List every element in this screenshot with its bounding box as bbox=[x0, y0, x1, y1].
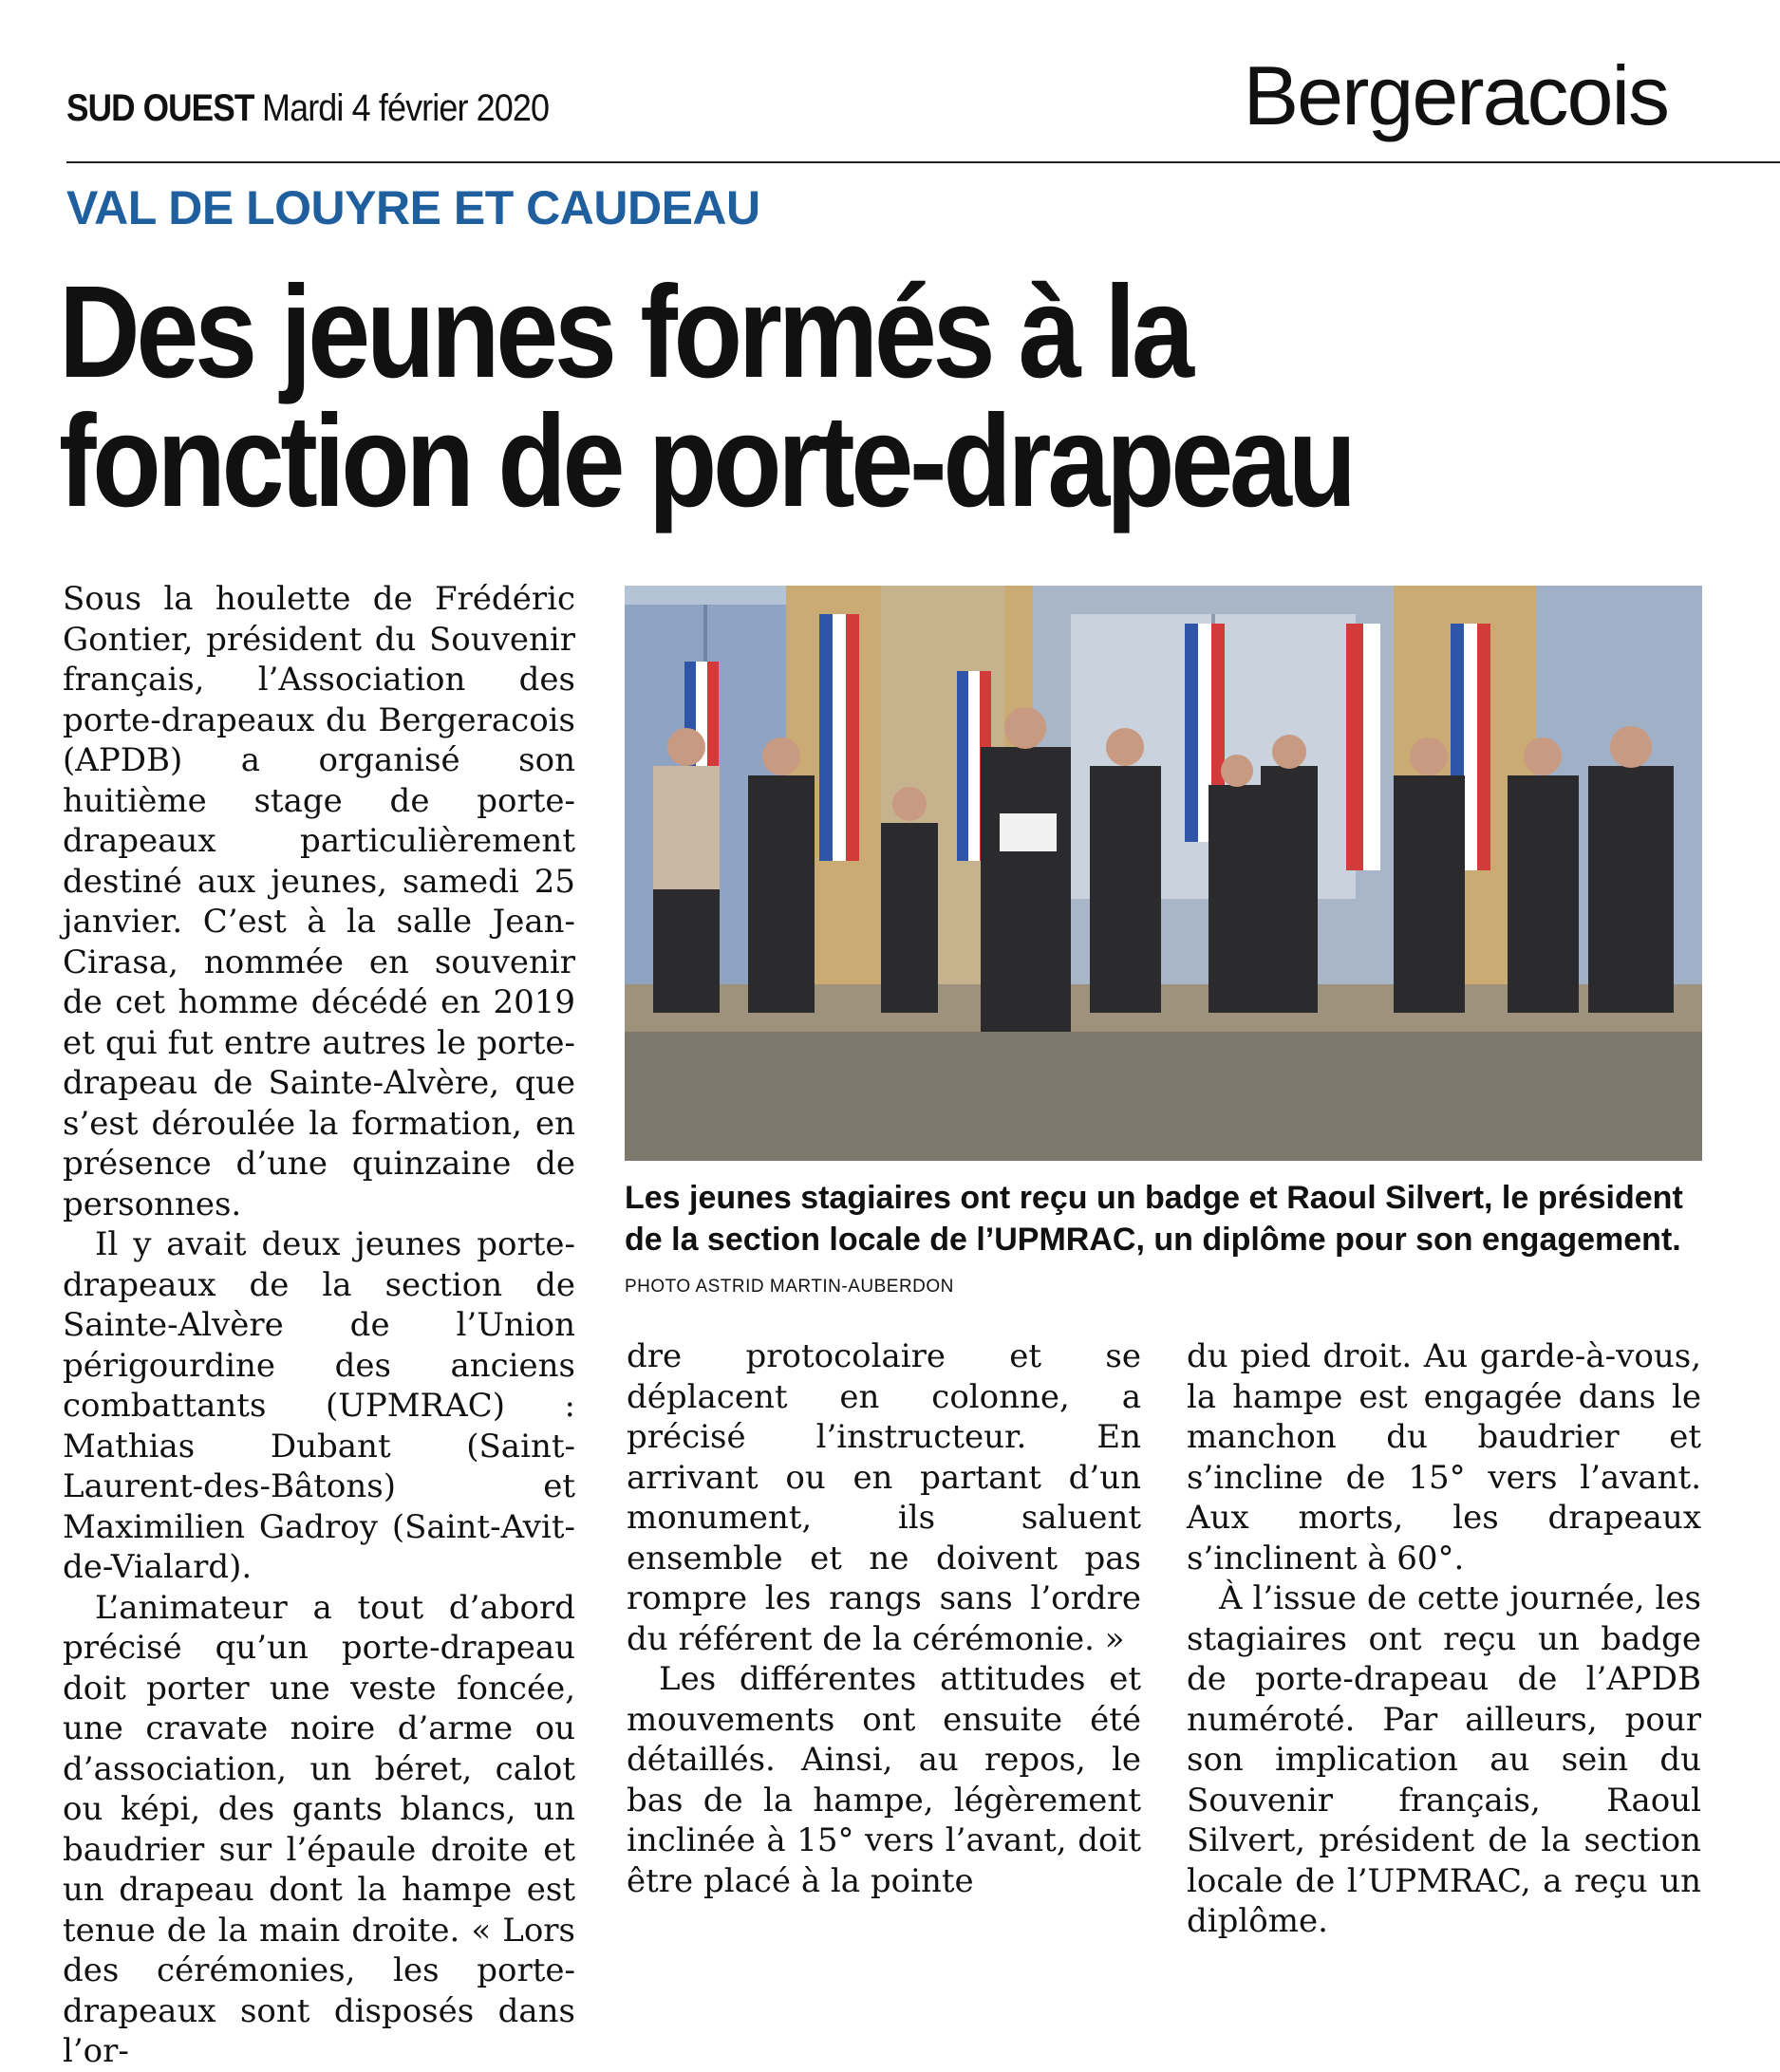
article-photo bbox=[625, 586, 1702, 1161]
caption-text: Les jeunes stagiaires ont reçu un badge et Raoul Silvert, le président de la section locale de l’UPMRAC, un diplôme pour son engagement. bbox=[625, 1180, 1683, 1258]
article-column-1 bbox=[63, 579, 575, 2072]
headline-line-1: Des jeunes formés à la bbox=[59, 259, 1190, 405]
headline bbox=[59, 259, 1512, 534]
newspaper-logo: SUD OUEST bbox=[66, 87, 254, 129]
article-column-3 bbox=[1187, 1336, 1701, 1942]
article-column-2 bbox=[627, 1336, 1141, 1901]
paragraph: Sous la houlette de Frédéric Gontier, président du Souvenir français, l’Association des porte-drapeaux du Bergeracois (APDB) a organisé son huitième stage de porte-drapeaux particulièrement destiné aux jeunes, samedi 25 janvier. C’est à la salle Jean-Cirasa, nommée en souvenir de cet homme décédé en 2019 et qui fut entre autres le porte-drapeau de Sainte-Alvère, que s’est déroulée la formation, en présence d’une quinzaine de personnes. bbox=[63, 580, 575, 1223]
photo-caption bbox=[625, 1177, 1702, 1308]
masthead bbox=[0, 0, 1780, 167]
paragraph: du pied droit. Au garde-à-vous, la hampe est engagée dans le manchon du baudrier et s’incline de 15° vers l’avant. Aux morts, les drapeaux s’inclinent à 60°. bbox=[1187, 1337, 1701, 1577]
kicker: VAL DE LOUYRE ET CAUDEAU bbox=[66, 181, 760, 234]
issue-date: Mardi 4 février 2020 bbox=[262, 87, 550, 129]
headline-line-2: fonction de porte-drapeau bbox=[59, 388, 1353, 534]
paragraph: Les différentes attitudes et mouvements ont ensuite été détaillés. Ainsi, au repos, le bas de la hampe, légèrement inclinée à 15° vers l’avant, doit être placé à la pointe bbox=[627, 1660, 1141, 1900]
photo-credit: PHOTO ASTRID MARTIN-AUBERDON bbox=[625, 1277, 954, 1297]
group-photo-image bbox=[625, 586, 1702, 1161]
paragraph: dre protocolaire et se déplacent en colonne, a précisé l’instructeur. En arrivant ou en partant d’un monument, ils saluent ensemble et ne doivent pas rompre les rangs sans l’ordre du référent de la cérémonie. » bbox=[627, 1337, 1141, 1658]
paragraph: À l’issue de cette journée, les stagiaires ont reçu un badge de porte-drapeau de l’APDB numéroté. Par ailleurs, pour son implication au sein du Souvenir français, Raoul Silvert, président de la section locale de l’UPMRAC, a reçu un diplôme. bbox=[1187, 1579, 1701, 1940]
section-title: Bergeracois bbox=[1243, 48, 1668, 142]
paragraph: L’animateur a tout d’abord précisé qu’un porte-drapeau doit porter une veste foncée, une cravate noire d’arme ou d’association, un béret, calot ou képi, des gants blancs, un baudrier sur l’épaule droite et un drapeau dont la hampe est tenue de la main droite. « Lors des cérémonies, les porte-drapeaux sont disposés dans l’or- bbox=[63, 1588, 575, 2070]
masthead-rule bbox=[66, 161, 1780, 163]
paragraph: Il y avait deux jeunes porte-drapeaux de la section de Sainte-Alvère de l’Union périgourdine des anciens combattants (UPMRAC) : Mathias Dubant (Saint-Laurent-des-Bâtons) et Maximilien Gadroy (Saint-Avit-de-Vialard). bbox=[63, 1225, 575, 1586]
